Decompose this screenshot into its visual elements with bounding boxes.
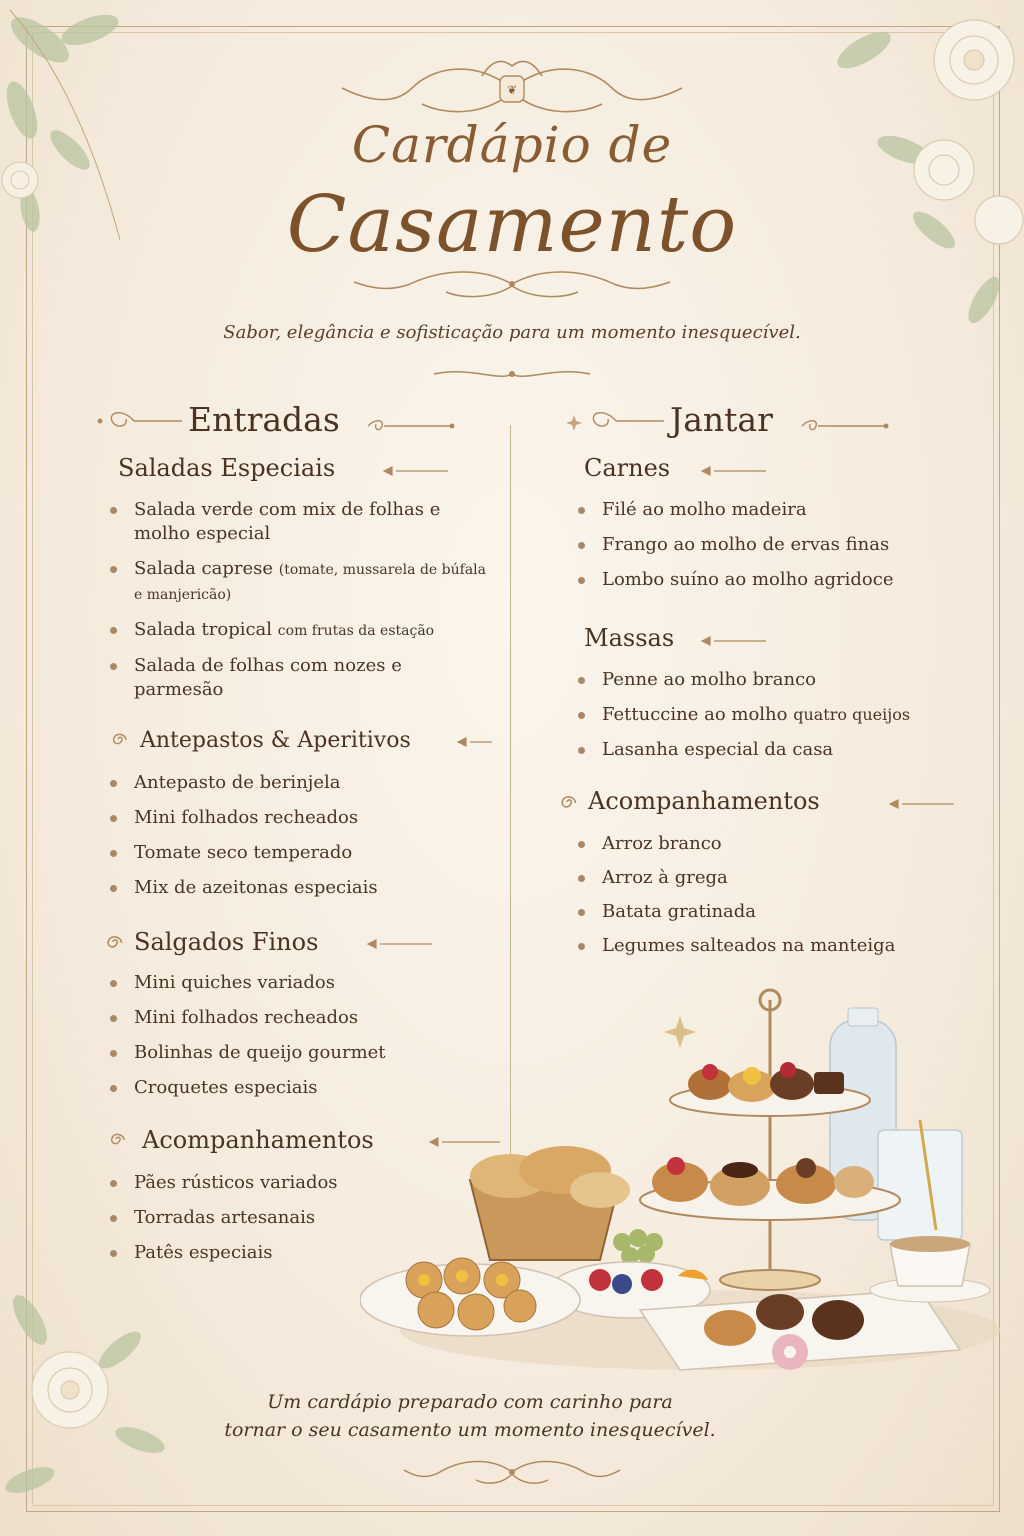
list-item: Lasanha especial da casa [576, 738, 966, 762]
footer-text [190, 1388, 750, 1444]
entradas-title: Entradas [188, 400, 340, 439]
title-line-1: Cardápio de [351, 116, 673, 174]
entradas-left-flourish-icon [94, 405, 184, 435]
jantar-right-flourish-icon [800, 414, 890, 438]
svg-text:❦: ❦ [506, 83, 518, 97]
list-item: Salada verde com mix de folhas e molho especial [108, 498, 492, 546]
carnes-title: Carnes [584, 454, 671, 482]
jantar-acompanhamentos-list [576, 832, 966, 958]
list-item: Legumes salteados na manteiga [576, 934, 966, 958]
entradas-acomp-swirl-icon [106, 1128, 130, 1152]
list-item: Batata gratinada [576, 900, 966, 924]
list-item: Bolinhas de queijo gourmet [108, 1041, 488, 1065]
massas-list [576, 668, 966, 762]
food-illustration-icon [360, 980, 1000, 1380]
footer-flourish-icon [400, 1452, 624, 1492]
list-item: Salada de folhas com nozes e parmesão [108, 654, 492, 702]
entradas-acompanhamentos-title: Acompanhamentos [142, 1126, 374, 1154]
list-item: Antepasto de berinjela [108, 771, 488, 795]
antepastos-swirl-icon [108, 728, 132, 752]
list-item: Pães rústicos variados [108, 1171, 488, 1195]
list-item: Croquetes especiais [108, 1076, 488, 1100]
saladas-flourish-icon [382, 463, 452, 479]
antepastos-title: Antepastos & Aperitivos [140, 728, 411, 753]
footer-line-2: tornar o seu casamento um momento inesquecível. [224, 1419, 716, 1441]
title-line-2: Casamento [286, 180, 738, 270]
saladas-title: Saladas Especiais [118, 454, 336, 482]
footer-line-1: Um cardápio preparado com carinho para [267, 1391, 673, 1413]
list-item: Mini quiches variados [108, 971, 488, 995]
salgados-flourish-icon [366, 936, 436, 952]
tagline-divider-icon [430, 362, 594, 386]
list-item: Arroz à grega [576, 866, 966, 890]
antepastos-list [108, 771, 488, 900]
title-bottom-flourish-icon [350, 262, 674, 306]
list-item: Torradas artesanais [108, 1206, 488, 1230]
tagline: Sabor, elegância e sofisticação para um momento inesquecível. [223, 322, 801, 343]
list-item: Fettuccine ao molho quatro queijos [576, 703, 966, 727]
floral-corner-bottom-left-icon [0, 1290, 200, 1536]
list-item: Salada caprese (tomate, mussarela de búfala e manjericão) [108, 557, 492, 607]
massas-title: Massas [584, 624, 675, 652]
list-item: Mix de azeitonas especiais [108, 876, 488, 900]
list-item: Tomate seco temperado [108, 841, 488, 865]
antepastos-flourish-icon [456, 734, 496, 750]
list-item: Frango ao molho de ervas finas [576, 533, 966, 557]
list-item: Mini folhados recheados [108, 806, 488, 830]
salgados-title: Salgados Finos [134, 928, 319, 956]
saladas-list [108, 498, 492, 702]
jantar-title: Jantar [670, 400, 773, 439]
list-item: Lombo suíno ao molho agridoce [576, 568, 966, 592]
list-item: Arroz branco [576, 832, 966, 856]
list-item: Patês especiais [108, 1241, 488, 1265]
salgados-swirl-icon [102, 930, 128, 956]
list-item: Salada tropical com frutas da estação [108, 618, 492, 643]
jantar-acomp-swirl-icon [556, 790, 582, 816]
carnes-list [576, 498, 966, 592]
list-item: Penne ao molho branco [576, 668, 966, 692]
list-item: Filé ao molho madeira [576, 498, 966, 522]
jantar-acomp-flourish-icon [888, 796, 958, 812]
entradas-right-flourish-icon [366, 414, 456, 438]
massas-flourish-icon [700, 633, 770, 649]
list-item: Mini folhados recheados [108, 1006, 488, 1030]
carnes-flourish-icon [700, 463, 770, 479]
jantar-acompanhamentos-title: Acompanhamentos [588, 787, 820, 815]
jantar-left-flourish-icon [566, 405, 666, 435]
